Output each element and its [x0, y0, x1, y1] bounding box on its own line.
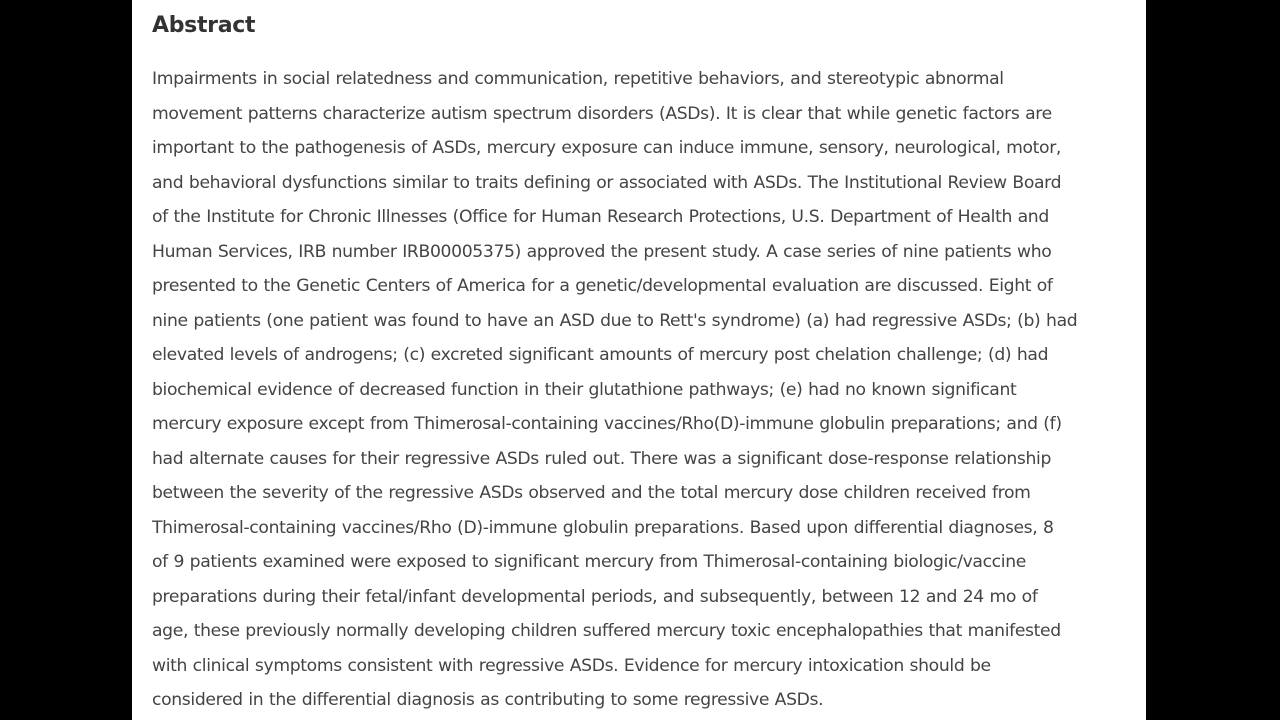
abstract-line: considered in the differential diagnosis as contributing to some regressive ASDs. — [152, 690, 824, 710]
abstract-line: mercury exposure except from Thimerosal-containing vaccines/Rho(D)-immune globulin preparations; and (f) — [152, 414, 1062, 434]
abstract-line: movement patterns characterize autism spectrum disorders (ASDs). It is clear that while genetic factors are — [152, 103, 1052, 124]
abstract-line: of 9 patients examined were exposed to significant mercury from Thimerosal-containing biologic/vaccine — [152, 552, 1026, 572]
abstract-line: presented to the Genetic Centers of America for a genetic/developmental evaluation are discussed. Eight of — [152, 276, 1053, 296]
abstract-line: important to the pathogenesis of ASDs, mercury exposure can induce immune, sensory, neurological, motor, — [152, 138, 1062, 158]
abstract-line: Impairments in social relatedness and communication, repetitive behaviors, and stereotypic abnormal — [152, 69, 1004, 89]
abstract-line: nine patients (one patient was found to have an ASD due to Rett's syndrome) (a) had regressive ASDs; (b) had — [152, 310, 1078, 331]
abstract-line: preparations during their fetal/infant developmental periods, and subsequently, between 12 and 24 mo of — [152, 586, 1038, 607]
abstract-line: biochemical evidence of decreased function in their glutathione pathways; (e) had no known significant — [152, 379, 1017, 400]
abstract-line: with clinical symptoms consistent with regressive ASDs. Evidence for mercury intoxication should be — [152, 655, 991, 676]
abstract-text — [152, 62, 1137, 718]
abstract-line: elevated levels of androgens; (c) excreted significant amounts of mercury post chelation challenge; (d) had — [152, 345, 1049, 365]
abstract-line: between the severity of the regressive ASDs observed and the total mercury dose children received from — [152, 483, 1031, 503]
document-page — [132, 0, 1146, 720]
abstract-heading: Abstract — [152, 13, 256, 38]
abstract-line: of the Institute for Chronic Illnesses (Office for Human Research Protections, U.S. Department of Health and — [152, 207, 1049, 227]
abstract-line: and behavioral dysfunctions similar to traits defining or associated with ASDs. The Institutional Review Board — [152, 172, 1062, 193]
abstract-line: age, these previously normally developing children suffered mercury toxic encephalopathies that manifested — [152, 621, 1061, 641]
abstract-line: Human Services, IRB number IRB00005375) approved the present study. A case series of nine patients who — [152, 241, 1052, 262]
abstract-line: had alternate causes for their regressive ASDs ruled out. There was a significant dose-response relationship — [152, 448, 1052, 469]
abstract-line: Thimerosal-containing vaccines/Rho (D)-immune globulin preparations. Based upon differential diagnoses, 8 — [152, 517, 1054, 538]
